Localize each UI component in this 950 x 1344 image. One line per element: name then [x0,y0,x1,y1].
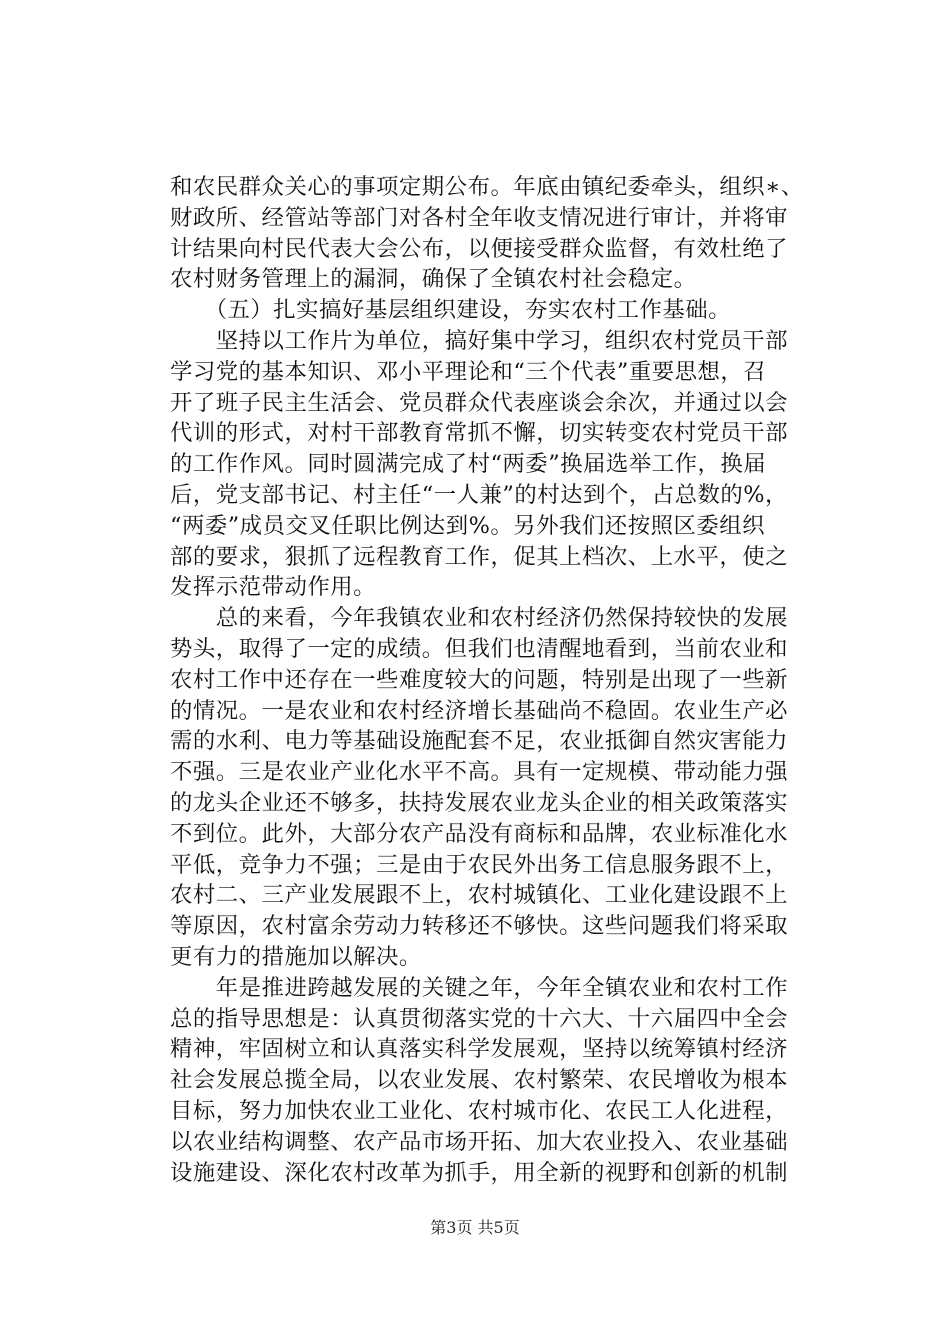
text-line: 部的要求，狠抓了远程教育工作，促其上档次、上水平，使之 [170,543,789,570]
text-line: 不强。三是农业产业化水平不高。具有一定规模、带动能力强 [170,759,789,786]
text-line: 势头，取得了一定的成绩。但我们也清醒地看到，当前农业和 [170,635,789,662]
text-line: 需的水利、电力等基础设施配套不足，农业抵御自然灾害能力 [170,728,789,755]
text-line: 等原因，农村富余劳动力转移还不够快。这些问题我们将采取 [170,913,789,940]
text-line: 的龙头企业还不够多，扶持发展农业龙头企业的相关政策落实 [170,789,789,816]
text-line: 以农业结构调整、农产品市场开拓、加大农业投入、农业基础 [170,1128,789,1155]
text-line: 更有力的措施加以解决。 [170,943,422,970]
text-line: 计结果向村民代表大会公布，以便接受群众监督，有效杜绝了 [170,235,789,262]
text-line: 坚持以工作片为单位，搞好集中学习，组织农村党员干部 [170,327,789,354]
text-line: 开了班子民主生活会、党员群众代表座谈会余次，并通过以会 [170,389,789,416]
text-line: 总的指导思想是：认真贯彻落实党的十六大、十六届四中全会 [170,1005,789,1032]
page-number: 第3页 共5页 [430,1218,520,1237]
page-footer [0,1215,950,1238]
text-line: 农村财务管理上的漏洞，确保了全镇农村社会稳定。 [170,266,697,293]
text-line: 财政所、经管站等部门对各村全年收支情况进行审计，并将审 [170,204,789,231]
text-line: 发挥示范带动作用。 [170,574,377,601]
text-line: 年是推进跨越发展的关键之年，今年全镇农业和农村工作 [170,974,789,1001]
text-line: 社会发展总揽全局，以农业发展、农村繁荣、农民增收为根本 [170,1067,789,1094]
text-line: “两委”成员交叉任职比例达到%。另外我们还按照区委组织 [170,512,766,539]
text-line: 农村工作中还存在一些难度较大的问题，特别是出现了一些新 [170,666,789,693]
text-line: 学习党的基本知识、邓小平理论和“三个代表”重要思想，召 [170,358,767,385]
text-line: 的情况。一是农业和农村经济增长基础尚不稳固。农业生产必 [170,697,789,724]
text-line: 的工作作风。同时圆满完成了村“两委”换届选举工作，换届 [170,451,767,478]
text-line: 和农民群众关心的事项定期公布。年底由镇纪委牵头，组织∗、 [170,174,804,200]
text-line: 平低，竞争力不强；三是由于农民外出务工信息服务跟不上， [170,851,789,878]
text-line: 不到位。此外，大部分农产品没有商标和品牌，农业标准化水 [170,820,789,847]
text-line: 精神，牢固树立和认真落实科学发展观，坚持以统筹镇村经济 [170,1036,789,1063]
text-line: 总的来看，今年我镇农业和农村经济仍然保持较快的发展 [170,605,789,632]
text-line: 后，党支部书记、村主任“一人兼”的村达到个，占总数的%， [170,481,788,508]
section-heading: （五）扎实搞好基层组织建设，夯实农村工作基础。 [170,297,732,324]
text-line: 代训的形式，对村干部教育常抓不懈，切实转变农村党员干部 [170,420,789,447]
body-text [170,172,825,1188]
text-line: 设施建设、深化农村改革为抓手，用全新的视野和创新的机制 [170,1159,789,1186]
text-line: 农村二、三产业发展跟不上，农村城镇化、工业化建设跟不上 [170,882,789,909]
text-line: 目标，努力加快农业工业化、农村城市化、农民工人化进程， [170,1097,789,1124]
